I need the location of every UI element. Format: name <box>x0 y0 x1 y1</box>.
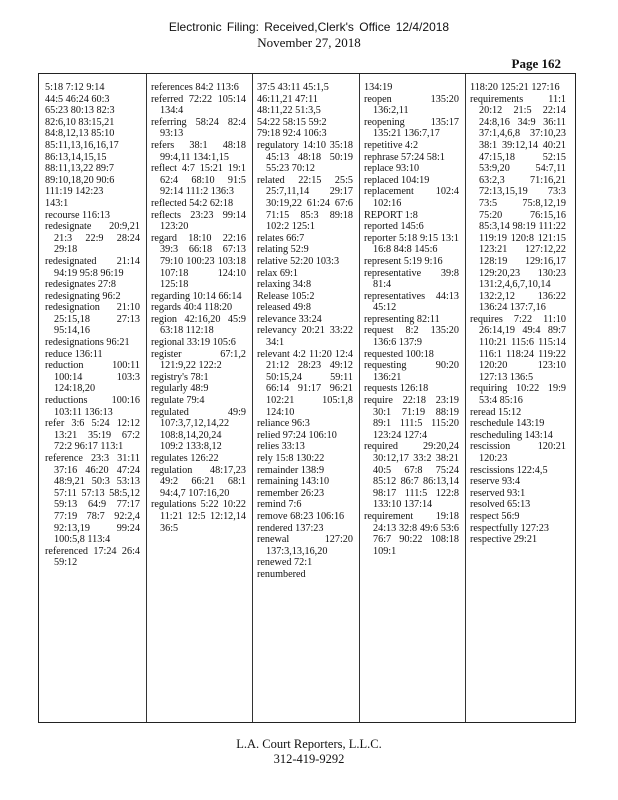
index-entry: relied 97:24 106:10 <box>257 429 337 441</box>
index-table <box>38 73 576 723</box>
index-entry: relates 66:7 <box>257 232 305 244</box>
index-entry: reread 15:12 <box>470 406 522 418</box>
index-entry: renewed 72:1 <box>257 557 313 569</box>
index-entry: relevant 4:2 11:20 12:4 21:12 28:23 49:12 50:15,24 59:11 66:14 91:17 96:21 102:21 105:1,8 124:10 <box>257 348 353 418</box>
index-entry: regularly 48:9 <box>151 383 209 395</box>
index-column-3 <box>257 82 353 716</box>
index-entry: remove 68:23 106:16 <box>257 510 345 522</box>
index-entry: request 8:2 135:20 136:6 137:9 <box>364 325 459 349</box>
index-entry: rely 15:8 130:22 <box>257 453 325 464</box>
index-entry: reserve 93:4 <box>470 476 521 488</box>
index-entry: 134:19 <box>364 82 393 93</box>
index-entry: representative 39:8 81:4 <box>364 267 459 291</box>
index-entry: register 67:1,2 121:9,22 122:2 <box>151 348 246 372</box>
index-entry: replacement 102:4 102:16 <box>364 186 459 209</box>
index-entry: renewal 127:20 137:3,13,16,20 <box>257 534 353 557</box>
index-entry: respect 56:9 <box>470 510 520 522</box>
index-entry: 82:6,10 83:15,21 <box>45 116 115 128</box>
index-entry: region 42:16,20 45:9 63:18 112:18 <box>151 313 246 337</box>
index-entry: repetitive 4:2 <box>364 139 419 151</box>
index-entry: references 84:2 113:6 <box>151 82 239 93</box>
index-entry: requests 126:18 <box>364 383 429 395</box>
index-entry: regional 33:19 105:6 <box>151 337 236 349</box>
index-entry: redesignate 20:9,21 21:3 22:9 28:24 29:18 <box>45 221 140 256</box>
index-entry: remaining 143:10 <box>257 476 330 488</box>
index-entry: 84:8,12,13 85:10 <box>45 128 115 140</box>
index-entry: representatives 44:13 45:12 <box>364 290 459 314</box>
index-column-2 <box>151 82 246 716</box>
index-entry: 44:5 46:24 60:3 <box>45 93 110 105</box>
index-entry: regulation 48:17,23 49:2 66:21 68:1 94:4,7 107:16,20 <box>151 464 246 499</box>
index-entry: required 29:20,24 30:12,17 33:2 38:21 40:5 67:8 75:24 85:12 86:7 86:13,14 98:17 111:5 122:8 133:10 137:14 <box>364 441 459 511</box>
index-entry: referred 72:22 105:14 134:4 <box>151 93 246 117</box>
index-entry: rescissions 122:4,5 <box>470 464 548 476</box>
index-entry: 79:18 92:4 106:3 <box>257 128 327 140</box>
index-entry: rephrase 57:24 58:1 <box>364 151 445 163</box>
index-entry: recourse 116:13 <box>45 209 110 221</box>
index-entry: respective 29:21 <box>470 534 538 546</box>
index-entry: 5:18 7:12 9:14 <box>45 82 105 93</box>
index-entry: 111:19 142:23 <box>45 186 104 198</box>
index-entry: requesting 90:20 136:21 <box>364 360 459 383</box>
filing-date: November 27, 2018 <box>257 35 361 50</box>
index-entry: 37:5 43:11 45:1,5 <box>257 82 329 93</box>
index-entry: refer 3:6 5:24 12:12 13:21 35:19 67:2 72:2 96:17 113:1 <box>45 418 140 453</box>
index-entry: renumbered <box>257 568 306 580</box>
index-entry: 86:13,14,15,15 <box>45 151 107 163</box>
column-divider <box>465 74 466 722</box>
index-entry: Release 105:2 <box>257 290 315 302</box>
index-entry: reporter 5:18 9:15 13:1 16:8 84:8 145:6 <box>364 232 459 256</box>
column-divider <box>252 74 253 722</box>
index-entry: reflects 23:23 99:14 123:20 <box>151 209 246 233</box>
index-entry: regulate 79:4 <box>151 395 205 407</box>
index-entry: 143:1 <box>45 197 69 209</box>
index-entry: 88:11,13,22 89:7 <box>45 163 114 175</box>
index-entry: redesignation 21:10 25:15,18 27:13 95:14,16 <box>45 302 140 337</box>
index-entry: requires 7:22 11:10 26:14,19 49:4 89:7 110:21 115:6 115:14 116:1 118:24 119:22 120:20 123:10 127:13 136:5 <box>470 313 566 383</box>
index-entry: resolved 65:13 <box>470 499 531 511</box>
index-column-5 <box>470 82 566 716</box>
index-entry: rescheduling 143:14 <box>470 429 553 441</box>
index-entry: reflected 54:2 62:18 <box>151 197 234 209</box>
index-entry: reopen 135:20 136:2,11 <box>364 93 459 117</box>
index-entry: relevancy 20:21 33:22 34:1 <box>257 325 353 349</box>
index-entry: regulations 5:22 10:22 11:21 12:5 12:12,14 36:5 <box>151 499 246 534</box>
index-entry: REPORT 1:8 <box>364 209 418 221</box>
index-entry: relax 69:1 <box>257 267 299 279</box>
index-entry: regards 40:4 118:20 <box>151 302 233 314</box>
index-entry: replace 93:10 <box>364 163 420 175</box>
index-entry: reopening 135:17 135:21 136:7,17 <box>364 116 459 140</box>
index-entry: requirements 11:1 20:12 21:5 22:14 24:8,16 34:9 36:11 37:1,4,6,8 37:10,23 38:1 39:12,14 40:21 47:15,18 52:15 53:9,20 54:7,11 63:2,3 71:16,21 72:13,15,19 73:3 73:5 75:8,12,19 75:20 76:15,16 85:3,14 98:19 111:22 119:19 120:8 121:15 123:21 127:12,22 128:19 129:16,17 129:20,23 130:23 131:2,4,6,7,10,14 132:2,12 136:22 136:24 137:7,16 <box>470 93 566 314</box>
page-number: Page 162 <box>511 56 561 71</box>
index-entry: relaxing 34:8 <box>257 279 312 291</box>
index-entry: redesignated 21:14 94:19 95:8 96:19 <box>45 255 140 279</box>
index-entry: 48:11,22 51:3,5 <box>257 105 321 117</box>
index-entry: 46:11,21 47:11 <box>257 93 318 105</box>
column-divider <box>146 74 147 722</box>
index-entry: requested 100:18 <box>364 348 434 360</box>
reporter-company: L.A. Court Reporters, L.L.C. <box>236 737 382 751</box>
index-entry: rendered 137:23 <box>257 522 324 534</box>
index-entry: representing 82:11 <box>364 313 440 325</box>
index-entry: respectfully 127:23 <box>470 522 549 534</box>
index-entry: reliance 96:3 <box>257 418 310 430</box>
index-entry: requirement 19:18 24:13 32:8 49:6 53:6 76:7 90:22 108:18 109:1 <box>364 510 459 557</box>
index-entry: 85:11,13,16,16,17 <box>45 139 119 151</box>
index-entry: released 49:8 <box>257 302 312 314</box>
index-entry: reductions 100:16 103:11 136:13 <box>45 395 140 418</box>
index-entry: remind 7:6 <box>257 499 302 511</box>
index-entry: relevance 33:24 <box>257 313 322 325</box>
index-entry: referring 58:24 82:4 93:13 <box>151 116 246 140</box>
index-entry: 54:22 58:15 59:2 <box>257 116 327 128</box>
index-entry: reference 23:3 31:11 37:16 46:20 47:24 48:9,21 50:3 53:13 57:11 57:13 58:5,12 59:13 64:9 77:17 77:19 78:7 92:2,4 92:13,19 99:24 100:5,8 113:4 <box>45 453 140 546</box>
index-column-1 <box>45 82 140 716</box>
index-entry: referenced 17:24 26:4 59:12 <box>45 545 140 569</box>
index-entry: remainder 138:9 <box>257 464 325 476</box>
column-divider <box>359 74 360 722</box>
index-entry: regard 18:10 22:16 39:3 66:18 67:13 79:10 100:23 103:18 107:18 124:10 125:18 <box>151 232 246 291</box>
index-entry: relies 33:13 <box>257 441 305 453</box>
index-entry: regarding 10:14 66:14 <box>151 290 242 302</box>
index-entry: redesignations 96:21 <box>45 337 130 349</box>
filing-line: Electronic Filing: Received,Clerk's Office 12/4/2018 <box>168 20 450 34</box>
index-entry: rescission 120:21 120:23 <box>470 441 566 464</box>
index-entry: related 22:15 25:5 25:7,11,14 29:17 30:19,22 61:24 67:6 71:15 85:3 89:18 102:2 125:1 <box>257 174 353 233</box>
index-entry: require 22:18 23:19 30:1 71:19 88:19 89:1 111:5 115:20 123:24 127:4 <box>364 395 459 441</box>
index-entry: reschedule 143:19 <box>470 418 545 430</box>
index-entry: represent 5:19 9:16 <box>364 255 443 267</box>
index-entry: redesignates 27:8 <box>45 279 117 291</box>
index-entry: regulates 126:22 <box>151 453 219 464</box>
index-entry: redesignating 96:2 <box>45 290 121 302</box>
index-entry: reduction 100:11 100:14 103:3 124:18,20 <box>45 360 140 395</box>
index-entry: reserved 93:1 <box>470 487 526 499</box>
index-entry: remember 26:23 <box>257 487 325 499</box>
index-entry: 65:23 80:13 82:3 <box>45 105 115 117</box>
filing-stamp <box>0 19 618 51</box>
index-entry: 118:20 125:21 127:16 <box>470 82 560 93</box>
index-column-4 <box>364 82 459 716</box>
index-entry: replaced 104:19 <box>364 174 430 186</box>
index-entry: relative 52:20 103:3 <box>257 255 340 267</box>
index-entry: refers 38:1 48:18 99:4,11 134:1,15 <box>151 139 246 163</box>
index-entry: 89:10,18,20 90:6 <box>45 174 115 186</box>
index-entry: regulatory 14:10 35:18 45:13 48:18 50:19 55:23 70:12 <box>257 139 353 175</box>
index-entry: reported 145:6 <box>364 221 424 233</box>
index-entry: reduce 136:11 <box>45 348 103 360</box>
index-entry: regulated 49:9 107:3,7,12,14,22 108:8,14,20,24 109:2 133:8,12 <box>151 406 246 453</box>
index-entry: reflect 4:7 15:21 19:1 62:4 68:10 91:5 92:14 111:2 136:3 <box>151 163 246 198</box>
index-entry: requiring 10:22 19:9 53:4 85:16 <box>470 383 566 407</box>
reporter-phone: 312-419-9292 <box>273 752 345 766</box>
index-entry: registry's 78:1 <box>151 371 209 383</box>
index-entry: relating 52:9 <box>257 244 309 256</box>
page-footer <box>0 737 618 767</box>
